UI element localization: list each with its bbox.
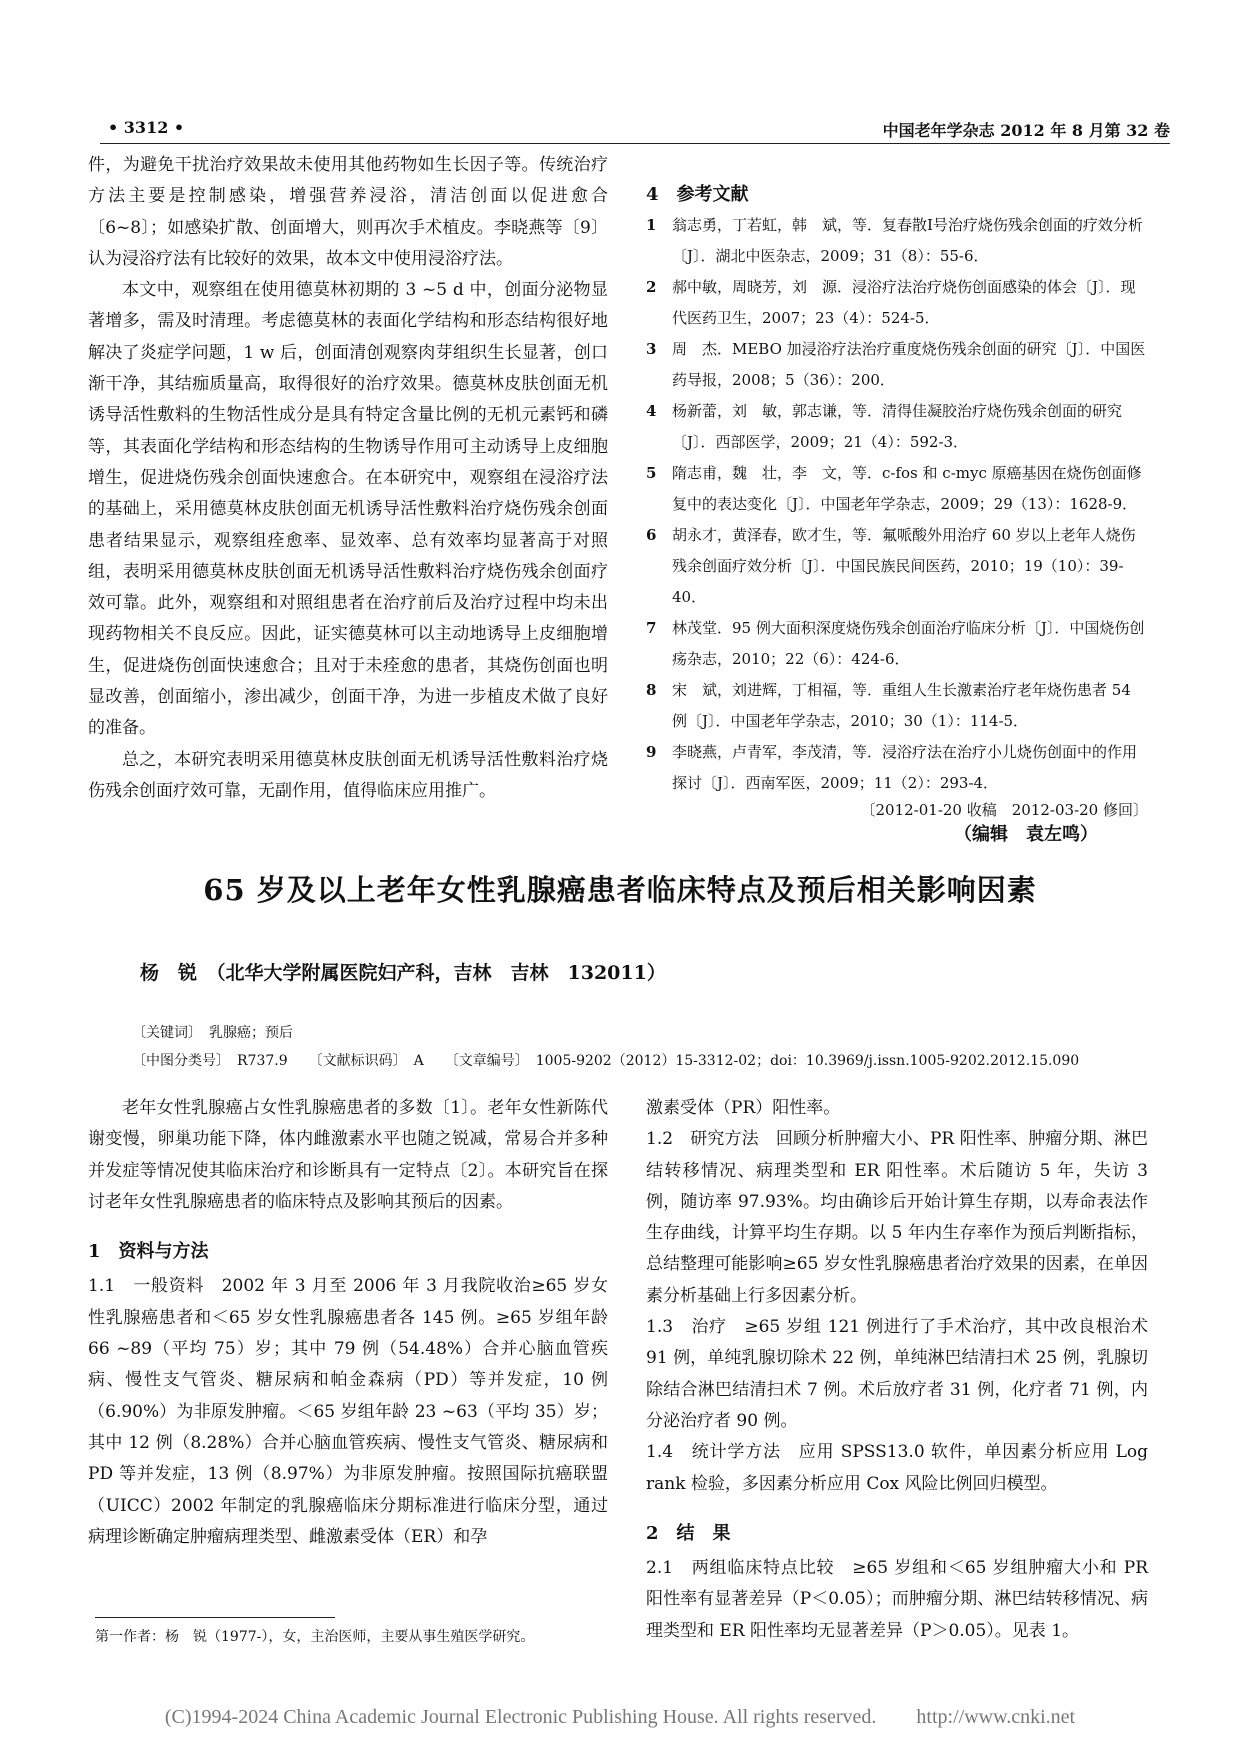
reference-text: 胡永才，黄泽春，欧才生，等．氟哌酸外用治疗 60 岁以上老年人烧伤残余创面疗效分析〔J〕．中国民族民间医药，2010；19（10）：39-40． [672,526,1136,606]
reference-number: 1 [646,216,657,234]
author-footnote: 第一作者：杨 锐（1977-），女，主治医师，主要从事生殖医学研究。 [95,1629,535,1645]
reference-number: 9 [646,743,657,761]
prev-article-body [88,150,608,807]
reference-text: 杨新蕾，刘 敏，郭志谦，等．清得佳凝胶治疗烧伤残余创面的研究〔J〕．西部医学，2009；21（4）：592-3． [672,402,1123,451]
footnote-rule [95,1617,335,1618]
body-paragraph: 老年女性乳腺癌占女性乳腺癌患者的多数〔1〕。老年女性新陈代谢变慢，卵巢功能下降，体内雌激素水平也随之锐减，常易合并多种并发症等情况使其临床治疗和诊断具有一定特点〔2〕。本研究旨在探讨老年女性乳腺癌患者的临床特点及影响其预后的因素。 [88,1098,608,1212]
reference-number: 6 [646,526,657,544]
reference-text: 翁志勇，丁若虹，韩 斌，等．复春散Ⅰ号治疗烧伤残余创面的疗效分析〔J〕．湖北中医杂志，2009；31（8）：55-6． [672,216,1143,265]
copyright-notice: (C)1994-2024 China Academic Journal Electronic Publishing House. All rights reserved. http://www.cnki.net [164,1706,1076,1728]
reference-item [646,272,1148,334]
editor-credit: （编辑 袁左鸣） [954,824,1098,845]
header-rule [100,143,1170,144]
reference-text: 李晓燕，卢青军，李茂清，等．浸浴疗法在治疗小儿烧伤创面中的作用探讨〔J〕．西南军医，2009；11（2）：293-4． [672,743,1138,792]
section-heading: 2 结 果 [646,1522,731,1544]
reference-item [646,737,1148,799]
keywords: 〔关键词〕 乳腺癌；预后 [132,1025,293,1041]
section-heading: 1 资料与方法 [88,1241,209,1263]
body-paragraph: 2.1 两组临床特点比较 ≥65 岁组和＜65 岁组肿瘤大小和 PR 阳性率有显著差异（P＜0.05）；而肿瘤分期、淋巴结转移情况、病理类型和 ER 阳性率均无显著差异（P＞0.05）。见表 1。 [646,1558,1148,1641]
reference-text: 隋志甫，魏 壮，李 文，等．c-fos 和 c-myc 原癌基因在烧伤创面修复中的表达变化〔J〕．中国老年学杂志，2009；29（13）：1628-9． [672,464,1142,513]
body-paragraph: 1.1 一般资料 2002 年 3 月至 2006 年 3 月我院收治≥65 岁女性乳腺癌患者和＜65 岁女性乳腺癌患者各 145 例。≥65 岁组年龄 66 ~89（平均 75）岁；其中 79 例（54.48%）合并心脑血管疾病、慢性支气管炎、糖尿病和帕金森病（PD）等并发症，10 例（6.90%）为非原发肿瘤。＜65 岁组年龄 23 ~63（平均 35）岁；其中 12 例（8.28%）合并心脑血管疾病、慢性支气管炎、糖尿病和 PD 等并发症，13 例（8.97%）为非原发肿瘤。按照国际抗癌联盟（UICC）2002 年制定的乳腺癌临床分期标准进行临床分型，通过病理诊断确定肿瘤病理类型、雌激素受体（ER）和孕 [88,1276,608,1547]
reference-item [646,613,1148,675]
reference-item [646,334,1148,396]
reference-list [646,210,1148,799]
journal-running-title: 中国老年学杂志 2012 年 8 月第 32 卷 [882,121,1170,140]
reference-text: 林茂堂．95 例大面积深度烧伤残余创面治疗临床分析〔J〕．中国烧伤创疡杂志，2010；22（6）：424-6． [672,619,1145,668]
reference-text: 郝中敏，周晓芳，刘 源．浸浴疗法治疗烧伤创面感染的体会〔J〕．现代医药卫生，2007；23（4）：524-5． [672,278,1136,327]
references-heading: 4 参考文献 [646,184,749,205]
prev-body-paragraph: 本文中，观察组在使用德莫林初期的 3 ~5 d 中，创面分泌物显著增多，需及时清理。考虑德莫林的表面化学结构和形态结构很好地解决了炎症学问题，1 w 后，创面清创观察肉芽组织生长显著，创口渐干净，其结痂质量高，取得很好的治疗效果。德莫林皮肤创面无机诱导活性敷料的生物活性成分是具有特定含量比例的无机元素钙和磷等，其表面化学结构和形态结构的生物诱导作用可主动诱导上皮细胞增生，促进烧伤残余创面快速愈合。在本研究中，观察组在浸浴疗法的基础上，采用德莫林皮肤创面无机诱导活性敷料治疗烧伤残余创面患者结果显示，观察组痊愈率、显效率、总有效率均显著高于对照组，表明采用德莫林皮肤创面无机诱导活性敷料治疗烧伤残余创面疗效可靠。此外，观察组和对照组患者在治疗前后及治疗过程中均未出现药物相关不良反应。因此，证实德莫林可以主动地诱导上皮细胞增生，促进烧伤创面快速愈合；且对于未痊愈的患者，其烧伤创面也明显改善，创面缩小，渗出减少，创面干净，为进一步植皮术做了良好的准备。 [88,280,608,739]
reference-number: 4 [646,402,657,420]
body-paragraph: 1.3 治疗 ≥65 岁组 121 例进行了手术治疗，其中改良根治术 91 例，单纯乳腺切除术 22 例，单纯淋巴结清扫术 25 例，乳腺切除结合淋巴结清扫术 7 例。术后放疗者 31 例，化疗者 71 例，内分泌治疗者 90 例。 [646,1317,1148,1431]
page-number: • 3312 • [108,118,185,137]
author-affiliation: 杨 锐 （北华大学附属医院妇产科，吉林 吉林 132011） [140,962,666,984]
article-left-column [88,1093,608,1553]
references-section [646,180,1148,846]
body-paragraph: 1.4 统计学方法 应用 SPSS13.0 软件，单因素分析应用 Log rank 检验，多因素分析应用 Cox 风险比例回归模型。 [646,1442,1148,1494]
reference-number: 3 [646,340,657,358]
classification-line: 〔中图分类号〕 R737.9 〔文献标识码〕 A 〔文章编号〕 1005-9202（2012）15-3312-02；doi：10.3969/j.issn.1005-9202.2012.15.090 [132,1053,1080,1069]
prev-body-paragraph: 件，为避免干扰治疗效果故未使用其他药物如生长因子等。传统治疗方法主要是控制感染，增强营养浸浴，清洁创面以促进愈合〔6~8〕；如感染扩散、创面增大，则再次手术植皮。李晓燕等〔9〕认为浸浴疗法有比较好的效果，故本文中使用浸浴疗法。 [88,155,608,269]
reference-item [646,396,1148,458]
reference-number: 8 [646,681,657,699]
reference-text: 宋 斌，刘进辉，丁相福，等．重组人生长激素治疗老年烧伤患者 54 例〔J〕．中国老年学杂志，2010；30（1）：114-5． [672,681,1131,730]
reference-item [646,210,1148,272]
reference-text: 周 杰．MEBO 加浸浴疗法治疗重度烧伤残余创面的研究〔J〕．中国医药导报，2008；5（36）：200． [672,340,1146,389]
reference-item [646,675,1148,737]
article-title: 65 岁及以上老年女性乳腺癌患者临床特点及预后相关影响因素 [203,873,1037,907]
body-paragraph: 激素受体（PR）阳性率。 [646,1098,841,1118]
received-dates: 〔2012-01-20 收稿 2012-03-20 修回〕 [860,801,1148,819]
reference-number: 2 [646,278,657,296]
reference-item [646,458,1148,520]
reference-number: 7 [646,619,657,637]
prev-body-paragraph: 总之，本研究表明采用德莫林皮肤创面无机诱导活性敷料治疗烧伤残余创面疗效可靠，无副作用，值得临床应用推广。 [88,749,608,801]
reference-number: 5 [646,464,657,482]
body-paragraph: 1.2 研究方法 回顾分析肿瘤大小、PR 阳性率、肿瘤分期、淋巴结转移情况、病理类型和 ER 阳性率。术后随访 5 年，失访 3 例，随访率 97.93%。均由确诊后开始计算生存期，以寿命表法作生存曲线，计算平均生存期。以 5 年内生存率作为预后判断指标，总结整理可能影响≥65 岁女性乳腺癌患者治疗效果的因素，在单因素分析基础上行多因素分析。 [646,1129,1148,1306]
reference-item [646,520,1148,613]
article-right-column [646,1093,1148,1647]
